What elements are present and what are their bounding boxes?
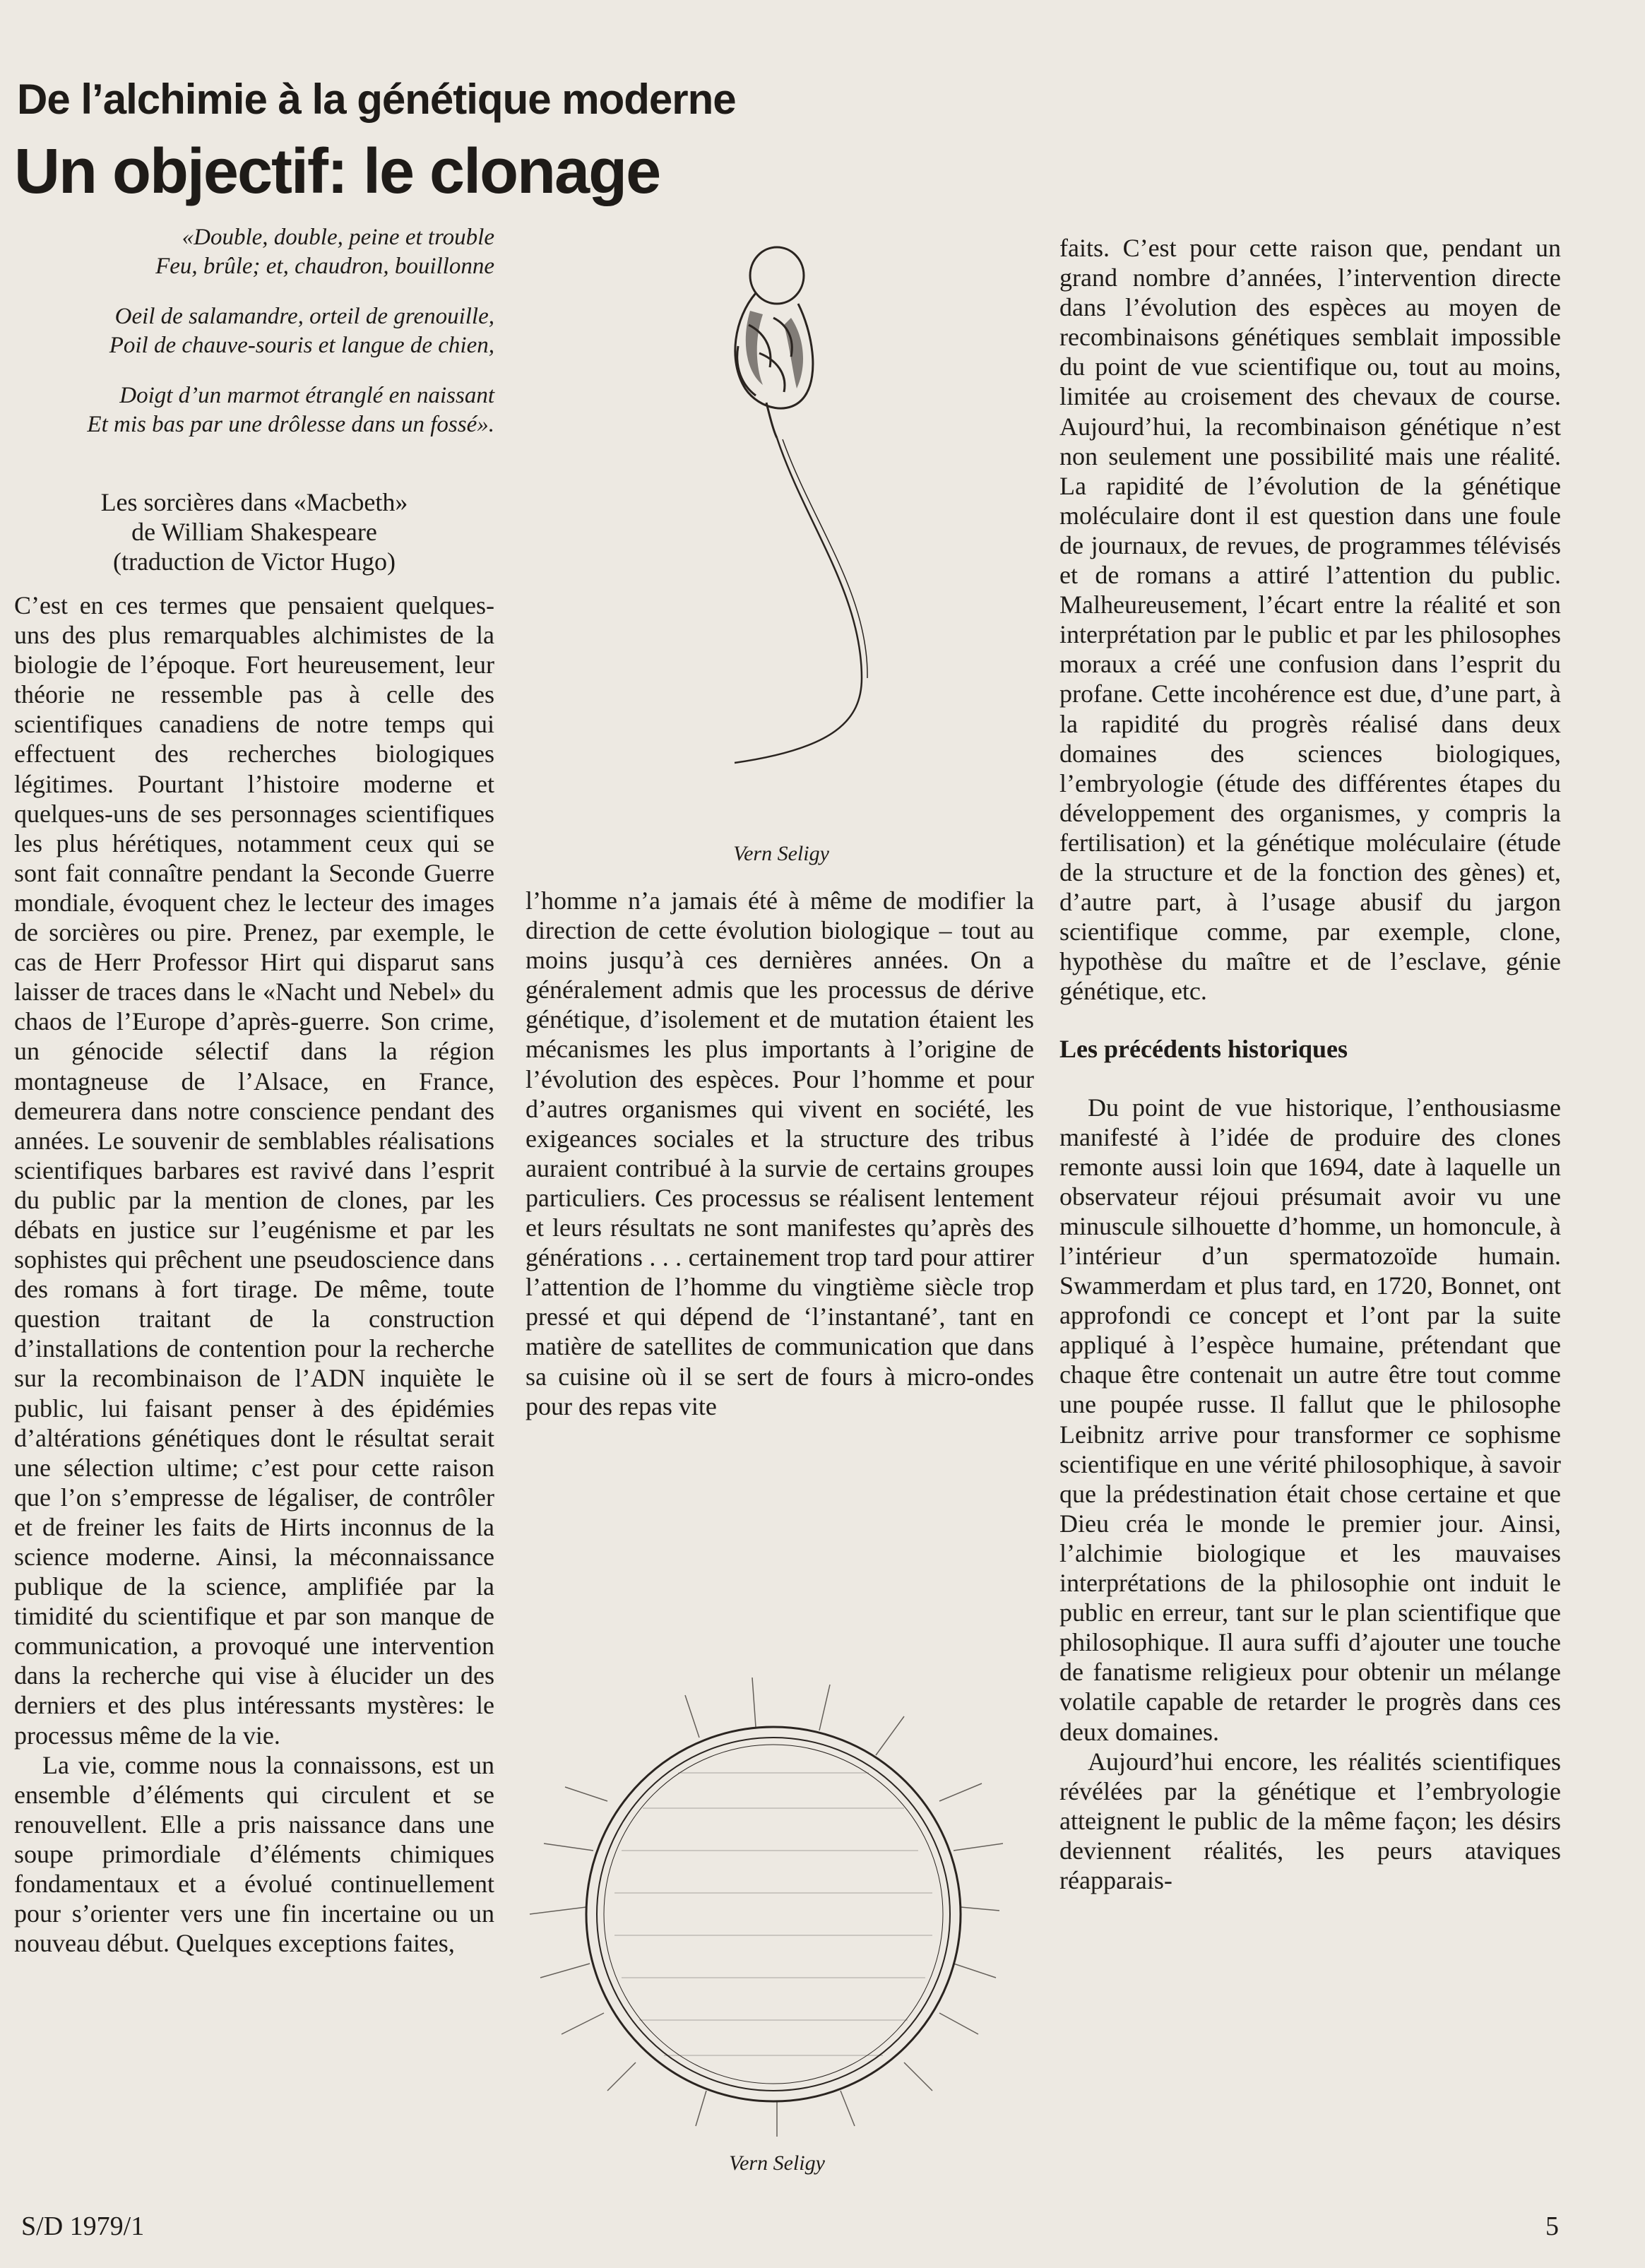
article-column-2 bbox=[525, 886, 1034, 1421]
article-column-3 bbox=[1059, 233, 1561, 1895]
epigraph bbox=[28, 223, 494, 461]
article-headline: Un objectif: le clonage bbox=[14, 136, 660, 207]
illustration-credit: Vern Seligy bbox=[729, 2151, 825, 2175]
publication-issue: S/D 1979/1 bbox=[21, 2211, 145, 2241]
page-number: 5 bbox=[1545, 2211, 1559, 2241]
body-paragraph: C’est en ces termes que pensaient quelques-uns des plus remarquables alchimistes de la biologie de l’époque. Fort heureusement, leur théorie ne ressemble pas à celle des scientifiques canadiens de notre temps qui effectuent des recherches biologiques légitimes. Pourtant l’histoire moderne et quelques-uns de ses personnages scientifiques les plus hérétiques, notamment ceux qui se sont fait connaître pendant la Seconde Guerre mondiale, évoquent chez le lecteur des images de sorcières ou pire. Prenez, par exemple, le cas de Herr Professor Hirt qui disparut sans laisser de traces dans le «Nacht und Nebel» du chaos de l’Europe d’après-guerre. Son crime, un génocide sélectif dans la région montagneuse de l’Alsace, en France, demeurera dans notre conscience pendant des années. Le souvenir de semblables réalisations scientifiques barbares est ravivé dans l’esprit du public par la mention de clones, par les débats en justice sur l’eugénisme et par les sophistes qui prêchent une pseudoscience dans des romans à fort tirage. De même, toute question traitant de la construction d’installations de contention pour la recherche sur la recombinaison de l’ADN inquiète le public, lui faisant penser à des épidémies d’altérations génétiques dont le résultat serait une sélection ultime; c’est pour cette raison que l’on s’empresse de légaliser, de contrôler et de freiner les faits de Hirts inconnus de la science moderne. Ainsi, la méconnaissance publique de la science, amplifiée par la timidité du scientifique et par son manque de communication, a provoqué une intervention dans la recherche qui vise à élucider un des derniers et des plus intéressants mystères: le processus même de la vie. bbox=[14, 591, 494, 1750]
epigraph-stanza: Oeil de salamandre, orteil de grenouille, Poil de chauve-souris et langue de chien, bbox=[109, 304, 494, 358]
body-paragraph: La vie, comme nous la connaissons, est un ensemble d’éléments qui circulent et se renouvellent. Elle a pris naissance dans une soupe primordiale d’éléments chimiques fondamentaux et a évolué continuellement pour s’orienter vers une fin incertaine ou un nouveau début. Quelques exceptions faites, bbox=[14, 1750, 494, 1958]
egg-illustration bbox=[523, 1639, 1003, 2147]
article-kicker: De l’alchimie à la génétique moderne bbox=[17, 76, 736, 123]
epigraph-attribution: Les sorcières dans «Macbeth» de William Shakespeare (traduction de Victor Hugo) bbox=[100, 488, 408, 576]
body-paragraph: l’homme n’a jamais été à même de modifier la direction de cette évolution biologique – tout au moins jusqu’à ces dernières années. On a généralement admis que les processus de dérive génétique, d’isolement et de mutation étaient les mécanismes les plus importants à l’origine de l’évolution des espèces. Pour l’homme et pour d’autres organismes qui vivent en société, les exigeances sociales et la structure des tribus auraient contribué à la survie de certains groupes particuliers. Ces processus se réalisent lentement et leurs résultats ne sont manifestes qu’après des générations . . . certainement trop tard pour attirer l’attention de l’homme du vingtième siècle trop pressé et qui dépend de ‘l’instantané’, tant en matière de satellites de communication que dans sa cuisine où il se sert de fours à micro-ondes pour des repas vite bbox=[525, 886, 1034, 1420]
article-column-1 bbox=[14, 590, 494, 1958]
section-heading: Les précédents historiques bbox=[1059, 1035, 1348, 1064]
epigraph-stanza: «Double, double, peine et trouble Feu, brûle; et, chaudron, bouillonne bbox=[155, 225, 494, 279]
fetus-illustration bbox=[706, 226, 890, 777]
illustration-credit: Vern Seligy bbox=[733, 842, 829, 865]
epigraph-stanza: Doigt d’un marmot étranglé en naissant Et mis bas par une drôlesse dans un fossé». bbox=[87, 383, 494, 437]
body-paragraph: Du point de vue historique, l’enthousiasme manifesté à l’idée de produire des clones remonte aussi loin que 1694, date à laquelle un observateur réjoui présumait avoir vu une minuscule silhouette d’homme, un homoncule, à l’intérieur d’un spermatozoïde humain. Swammerdam et plus tard, en 1720, Bonnet, ont approfondi ce concept et l’ont par la suite appliqué à l’espèce humaine, prétendant que chaque être contenait un autre être tout comme une poupée russe. Il fallut que le philosophe Leibnitz arrive pour transformer ce sophisme scientifique en une vérité philosophique, à savoir que la prédestination était chose certaine et que Dieu créa le monde le premier jour. Ainsi, l’alchimie biologique et les mauvaises interprétations de la philosophie ont induit le public en erreur, tant sur le plan scientifique que philosophique. Il aura suffi d’ajouter une touche de fanatisme religieux pour obtenir un mélange volatile capable de retarder le progrès dans ces deux domaines. bbox=[1059, 1093, 1561, 1746]
body-paragraph: faits. C’est pour cette raison que, pendant un grand nombre d’années, l’intervention directe dans l’évolution des espèces au moyen de recombinaisons génétiques semblait impossible du point de vue scientifique ou, tout au moins, limitée au croisement des chevaux de course. Aujourd’hui, la recombinaison génétique n’est non seulement une possibilité mais une réalité. La rapidité de l’évolution de la génétique moléculaire dont il est question dans une foule de journaux, de revues, de programmes télévisés et de romans a attiré l’attention du public. Malheureusement, l’écart entre la réalité et son interprétation par le public et par les philosophes moraux a créé une confusion dans l’esprit du profane. Cette incohérence est due, d’une part, à la rapidité du progrès réalisé dans deux domaines des sciences biologiques, l’embryologie (étude des différentes étapes du développement des organismes, y compris la fertilisation) et la génétique moléculaire (étude de la structure et de la fonction des gènes) et, d’autre part, à l’usage abusif du jargon scientifique comme, par exemple, clone, hypothèse du maître et de l’esclave, génie génétique, etc. bbox=[1059, 234, 1561, 1006]
body-paragraph: Aujourd’hui encore, les réalités scientifiques révélées par la génétique et l’embryologie atteignent le public de la même façon; les désirs deviennent réalités, les peurs ataviques réapparais- bbox=[1059, 1747, 1561, 1894]
